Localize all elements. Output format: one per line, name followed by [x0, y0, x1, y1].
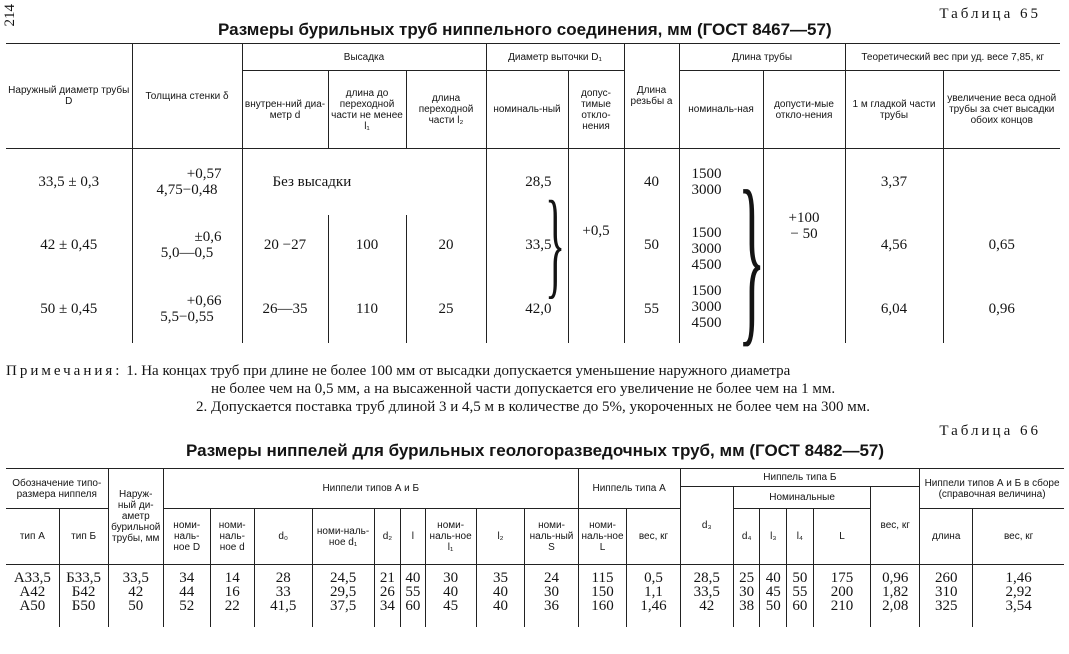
table-cell-value: 33,5	[122, 570, 149, 586]
pipe-length-4500: 4500	[691, 256, 722, 273]
header-nom-D: номи-наль-ное D	[163, 509, 210, 565]
note-2: 2. Допускается поставка труб длиной 3 и 4,5 м в количестве до 5%, укороченных не более чем на 300 мм.	[196, 399, 871, 415]
cell-outer-diameter: 42 ± 0,45	[6, 215, 132, 275]
header-designation: Обозначение типо-размера ниппеля	[6, 469, 108, 509]
table-cell-value: 60	[792, 598, 808, 614]
table-65	[6, 43, 1060, 343]
header-wall: Толщина стенки δ	[132, 44, 242, 149]
header-length: длина	[920, 509, 973, 565]
cell-wall-tol: +0,66	[186, 292, 222, 309]
table-cell-value: 21	[379, 570, 395, 586]
table-row	[6, 149, 1060, 215]
table-cell-value: 16	[224, 584, 240, 600]
col-21	[973, 565, 1064, 627]
table-65-title: Размеры бурильных труб ниппельного соединения, мм (ГОСТ 8467—57)	[218, 20, 832, 39]
pipe-length-1500: 1500	[691, 282, 722, 299]
header-pipe-tol: допусти-мые откло-нения	[763, 71, 845, 149]
header-upset-len-min: длина до переходной части не менее l₁	[328, 71, 406, 149]
table-cell-value: 14	[224, 570, 240, 586]
table-cell-value: 45	[765, 584, 781, 600]
header-upset-trans-len: длина переходной части l₂	[406, 71, 486, 149]
pipe-length-3000: 3000	[691, 240, 722, 257]
table-cell-value: 42	[699, 598, 715, 614]
header-bore-nominal: номиналь-ный	[486, 71, 568, 149]
header-outer-diameter: Наружный диаметр трубы D	[6, 44, 132, 149]
table-66-body	[6, 565, 1064, 627]
header-assembly: Ниппели типов А и Б в сборе (справочная величина)	[920, 469, 1064, 509]
table-cell-value: 30	[443, 570, 459, 586]
table-cell-value: 210	[830, 598, 854, 614]
table-cell-value: 50	[765, 598, 781, 614]
table-cell-value: 41,5	[270, 598, 297, 614]
table-cell-value: 26	[379, 584, 395, 600]
table-cell-value: 28,5	[693, 570, 720, 586]
col-20	[920, 565, 973, 627]
table-cell-value: А33,5	[13, 570, 51, 586]
cell-wall-value: 5,5−0,55	[160, 308, 214, 325]
table-cell-value: 40	[405, 570, 421, 586]
table-cell-value: 34	[179, 570, 195, 586]
table-cell-value: 24	[544, 570, 559, 586]
table-cell-value: 60	[405, 598, 421, 614]
col-1	[59, 565, 108, 627]
pipe-length-3000: 3000	[691, 181, 722, 198]
table-cell-value: 310	[934, 584, 958, 600]
bore-brace: }	[545, 176, 566, 309]
col-4	[210, 565, 254, 627]
table-cell-value: 160	[591, 598, 614, 614]
table-cell-value: 38	[739, 598, 755, 614]
table-cell-value: 45	[443, 598, 459, 614]
cell-wall	[132, 215, 242, 275]
col-5	[254, 565, 312, 627]
header-l2: l₂	[476, 509, 525, 565]
col-8	[401, 565, 425, 627]
table-cell-value: 35	[493, 570, 508, 586]
table-cell-value: 50	[792, 570, 808, 586]
cell-upset-len-min: 100	[328, 215, 406, 275]
table-cell-value: 28	[275, 570, 291, 586]
header-nom-l1: номи-наль-ное l₁	[425, 509, 476, 565]
table-cell-value: 260	[934, 570, 958, 586]
header-d3: d₃	[680, 487, 733, 565]
table-cell-value: 30	[544, 584, 559, 600]
header-bore-tol: допус-тимые откло-нения	[568, 71, 624, 149]
header-nipple-a: Ниппель типа А	[578, 469, 680, 509]
header-weight-kg-c: вес, кг	[973, 509, 1064, 565]
cell-bore-tol: +0,5	[568, 149, 624, 343]
header-weight: Теоретический вес при уд. весе 7,85, кг	[845, 44, 1060, 71]
table-cell-value: 34	[379, 598, 395, 614]
table-cell-value: 2,08	[882, 598, 909, 614]
col-0	[6, 565, 59, 627]
cell-upset-inner: 26—35	[242, 275, 328, 343]
header-nom-d1: номи-наль-ное d₁	[312, 509, 374, 565]
cell-outer-diameter: 50 ± 0,45	[6, 275, 132, 343]
col-16	[760, 565, 787, 627]
table-cell-value: 33,5	[693, 584, 720, 600]
table-cell-value: 1,82	[882, 584, 909, 600]
table-cell-value: 115	[591, 570, 614, 586]
cell-thread-len: 50	[624, 215, 679, 275]
header-upset: Высадка	[242, 44, 486, 71]
table-cell-value: 37,5	[329, 598, 357, 614]
cell-wall-value: 5,0—0,5	[160, 244, 214, 261]
table-cell-value: 42	[128, 584, 144, 600]
cell-wall-tol: +0,57	[186, 165, 222, 182]
table-cell-value: 0,96	[882, 570, 909, 586]
header-L: L	[813, 509, 871, 565]
header-nipple-b: Ниппель типа Б	[680, 469, 919, 487]
header-nipples-ab: Ниппели типов А и Б	[163, 469, 578, 509]
table-cell-value: Б33,5	[66, 570, 102, 586]
col-12	[578, 565, 627, 627]
cell-pipe-tol	[763, 149, 845, 343]
header-weight-kg: вес, кг	[627, 509, 680, 565]
col-19	[871, 565, 920, 627]
table-cell-value: 40	[493, 584, 508, 600]
table-cell-value: А42	[19, 584, 46, 600]
table-66-label: Таблица 66	[939, 423, 1041, 439]
table-cell-value: А50	[19, 598, 46, 614]
cell-weight-1m: 3,37	[845, 149, 943, 215]
header-d2: d₂	[374, 509, 401, 565]
cell-bore-nominal: 42,0	[486, 275, 568, 343]
table-cell-value: 50	[128, 598, 144, 614]
cell-bore-nominal: 33,5	[486, 215, 568, 275]
col-11	[525, 565, 578, 627]
cell-bore-nominal: 28,5	[486, 149, 568, 215]
header-upset-inner: внутрен-ний диа-метр d	[242, 71, 328, 149]
table-cell-value: Б42	[71, 584, 96, 600]
pipe-length-4500: 4500	[691, 314, 722, 331]
table-cell-value: 55	[792, 584, 808, 600]
table-cell-value: 1,46	[640, 598, 667, 614]
cell-wall-value: 4,75−0,48	[156, 181, 218, 198]
notes	[6, 362, 870, 416]
cell-upset-inner: 20 −27	[242, 215, 328, 275]
col-2	[108, 565, 163, 627]
col-13	[627, 565, 680, 627]
cell-thread-len: 40	[624, 149, 679, 215]
table-cell-value: 30	[739, 584, 755, 600]
header-pipe-nominal: номиналь-ная	[679, 71, 763, 149]
header-outer-diam: Наруж-ный ди-аметр бурильной трубы, мм	[108, 469, 163, 565]
cell-weight-increase	[943, 149, 1060, 215]
header-weight-increase: увеличение веса одной трубы за счет высадки обоих концов	[943, 71, 1060, 149]
table-cell-value: 29,5	[329, 584, 357, 600]
table-cell-value: 52	[179, 598, 195, 614]
pipe-length-1500: 1500	[691, 165, 722, 182]
table-cell-value: 1,1	[644, 584, 663, 600]
cell-no-upset: Без высадки	[242, 149, 486, 215]
table-cell-value: 1,46	[1005, 570, 1032, 586]
table-cell-value: 325	[934, 598, 958, 614]
col-3	[163, 565, 210, 627]
table-cell-value: 22	[224, 598, 240, 614]
cell-weight-1m: 6,04	[845, 275, 943, 343]
header-d4: d₄	[733, 509, 760, 565]
pipe-length-3000: 3000	[691, 298, 722, 315]
header-nom-L: номи-наль-ное L	[578, 509, 627, 565]
col-6	[312, 565, 374, 627]
col-18	[813, 565, 871, 627]
table-cell-value: 150	[591, 584, 614, 600]
table-66-title: Размеры ниппелей для бурильных геологоразведочных труб, мм (ГОСТ 8482—57)	[186, 441, 885, 460]
table-cell-value: 3,54	[1005, 598, 1032, 614]
notes-label: Примечания:	[6, 363, 123, 379]
cell-upset-trans-len: 20	[406, 215, 486, 275]
table-66	[6, 468, 1064, 627]
header-type-a: тип А	[6, 509, 59, 565]
table-cell-value: 24,5	[329, 570, 357, 586]
cell-wall-tol: ±0,6	[194, 228, 222, 245]
table-cell-value: 25	[739, 570, 755, 586]
pipe-tol-plus: +100	[788, 209, 820, 226]
table-cell-value: 200	[830, 584, 854, 600]
note-1b: не более чем на 0,5 мм, а на высаженной части допускается его увеличение не более чем на 1 мм.	[211, 381, 836, 397]
table-cell-value: 40	[765, 570, 781, 586]
col-10	[476, 565, 525, 627]
header-l4: l₄	[787, 509, 814, 565]
header-d0: d₀	[254, 509, 312, 565]
cell-thread-len: 55	[624, 275, 679, 343]
table-cell-value: 55	[405, 584, 421, 600]
table-cell-value: 40	[443, 584, 459, 600]
cell-weight-1m: 4,56	[845, 215, 943, 275]
header-l: l	[401, 509, 425, 565]
cell-weight-increase: 0,65	[943, 215, 1060, 275]
cell-upset-trans-len: 25	[406, 275, 486, 343]
header-l3: l₃	[760, 509, 787, 565]
table-row	[6, 215, 1060, 275]
note-1a: 1. На концах труб при длине не более 100 мм от высадки допускается уменьшение наружного диаметра	[126, 363, 791, 379]
pipe-tol-minus: − 50	[790, 225, 818, 242]
header-weight-1m: 1 м гладкой части трубы	[845, 71, 943, 149]
cell-upset-len-min: 110	[328, 275, 406, 343]
page-number: 214	[2, 4, 18, 27]
header-nom-S: номи-наль-ный S	[525, 509, 578, 565]
header-pipe-len: Длина трубы	[679, 44, 845, 71]
col-7	[374, 565, 401, 627]
cell-wall	[132, 275, 242, 343]
cell-outer-diameter: 33,5 ± 0,3	[6, 149, 132, 215]
cell-wall	[132, 149, 242, 215]
col-17	[787, 565, 814, 627]
cell-weight-increase: 0,96	[943, 275, 1060, 343]
header-type-b: тип Б	[59, 509, 108, 565]
table-cell-value: 2,92	[1005, 584, 1032, 600]
pipe-length-1500: 1500	[691, 224, 722, 241]
table-cell-value: 33	[275, 584, 291, 600]
table-65-label: Таблица 65	[939, 6, 1041, 22]
pipe-length-brace: }	[738, 153, 766, 363]
table-cell-value: 40	[493, 598, 508, 614]
table-cell-value: 0,5	[644, 570, 663, 586]
header-weight-kg-b: вес, кг	[871, 487, 920, 565]
table-cell-value: 44	[179, 584, 195, 600]
header-bore-diam: Диаметр выточки D₁	[486, 44, 624, 71]
header-thread-len: Длина резьбы a	[624, 44, 679, 149]
table-row	[6, 275, 1060, 343]
col-14	[680, 565, 733, 627]
col-9	[425, 565, 476, 627]
header-nominal: Номинальные	[733, 487, 870, 509]
table-cell-value: 36	[544, 598, 559, 614]
table-cell-value: Б50	[71, 598, 96, 614]
col-15	[733, 565, 760, 627]
table-cell-value: 175	[830, 570, 854, 586]
header-nom-d: номи-наль-ное d	[210, 509, 254, 565]
